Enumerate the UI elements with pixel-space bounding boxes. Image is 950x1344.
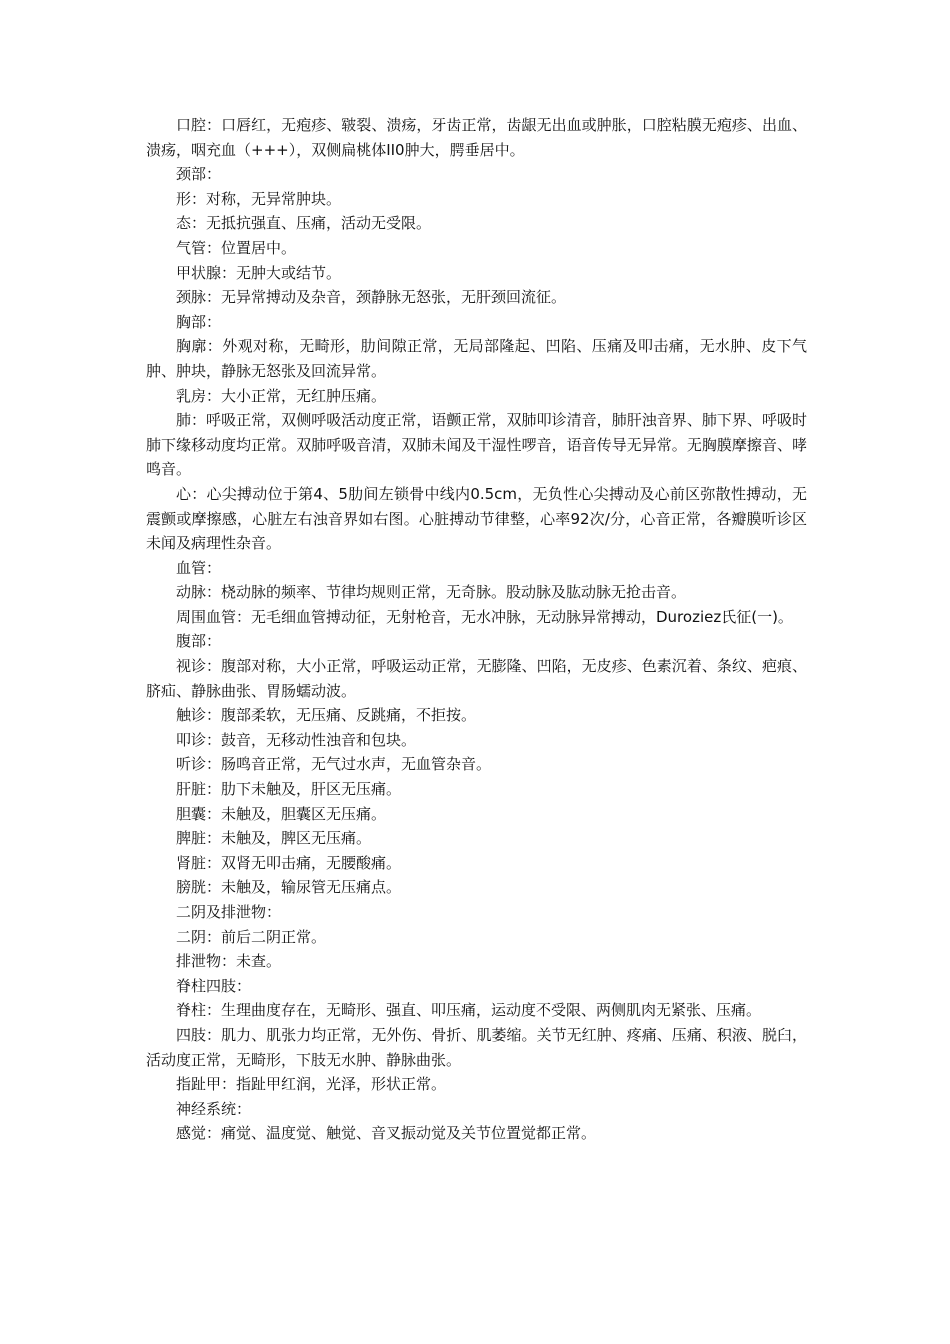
paragraph-inspection: 视诊：腹部对称，大小正常，呼吸运动正常，无膨隆、凹陷，无皮疹、色素沉着、条纹、疤痕、脐疝、静脉曲张、胃肠蠕动波。 [146,657,807,700]
paragraph-gallbladder: 胆囊：未触及，胆囊区无压痛。 [176,804,387,823]
paragraph-spleen: 脾脏：未触及，脾区无压痛。 [176,829,372,848]
paragraph-sensation: 感觉：痛觉、温度觉、触觉、音叉振动觉及关节位置觉都正常。 [176,1124,597,1143]
paragraph-breast: 乳房：大小正常，无红肿压痛。 [176,386,387,405]
paragraph-thyroid: 甲状腺：无肿大或结节。 [176,263,342,282]
paragraph-kidneys: 肾脏：双肾无叩击痛，无腰酸痛。 [176,853,402,872]
heading-abdomen: 腹部： [176,632,222,651]
paragraph-genitals: 二阴：前后二阴正常。 [176,927,327,946]
document-body [146,113,807,1146]
paragraph-peripheral-vessels: 周围血管：无毛细血管搏动征，无射枪音，无水冲脉，无动脉异常搏动，Duroziez氏征(一)。 [176,607,793,626]
paragraph-auscultation: 听诊：肠鸣音正常，无气过水声，无血管杂音。 [176,755,492,774]
paragraph-bladder: 膀胱：未触及，输尿管无压痛点。 [176,878,402,897]
paragraph-neck-posture: 态：无抵抗强直、压痛，活动无受限。 [176,214,432,233]
paragraph-thorax: 胸廓：外观对称，无畸形，肋间隙正常，无局部隆起、凹陷、压痛及叩击痛，无水肿、皮下气肿、肿块，静脉无怒张及回流异常。 [146,337,807,380]
heading-chest: 胸部： [176,312,222,331]
heading-nervous-system: 神经系统： [176,1099,252,1118]
paragraph-heart: 心：心尖搏动位于第4、5肋间左锁骨中线内0.5cm，无负性心尖搏动及心前区弥散性搏动，无震颤或摩擦感，心脏左右浊音界如右图。心脏搏动节律整，心率92次/分，心音正常，各瓣膜听诊区未闻及病理性杂音。 [146,484,807,553]
paragraph-neck-vessels: 颈脉：无异常搏动及杂音，颈静脉无怒张，无肝颈回流征。 [176,288,567,307]
paragraph-lungs: 肺：呼吸正常，双侧呼吸活动度正常，语颤正常，双肺叩诊清音，肺肝浊音界、肺下界、呼吸时肺下缘移动度均正常。双肺呼吸音清，双肺未闻及干湿性啰音，语音传导无异常。无胸膜摩擦音、哮鸣音。 [146,411,807,479]
heading-genitals-excreta: 二阴及排泄物： [176,903,282,921]
paragraph-spine: 脊柱：生理曲度存在，无畸形、强直、叩压痛，运动度不受限、两侧肌肉无紧张、压痛。 [176,1001,762,1020]
paragraph-oral-cavity: 口腔：口唇红，无疱疹、皲裂、溃疡，牙齿正常，齿龈无出血或肿胀，口腔粘膜无疱疹、出血、溃疡，咽充血（+++），双侧扁桃体II0肿大，腭垂居中。 [146,116,807,159]
paragraph-palpation: 触诊：腹部柔软，无压痛、反跳痛，不拒按。 [176,706,477,725]
paragraph-excreta: 排泄物：未查。 [176,952,282,971]
paragraph-trachea: 气管：位置居中。 [176,238,297,257]
heading-vessels: 血管： [176,558,222,577]
paragraph-liver: 肝脏：肋下未触及，肝区无压痛。 [176,780,402,799]
paragraph-neck-shape: 形：对称，无异常肿块。 [176,189,342,208]
paragraph-percussion: 叩诊：鼓音，无移动性浊音和包块。 [176,730,417,749]
paragraph-nails: 指趾甲：指趾甲红润，光泽，形状正常。 [176,1075,447,1094]
heading-neck: 颈部： [176,165,222,184]
paragraph-arteries: 动脉：桡动脉的频率、节律均规则正常，无奇脉。股动脉及肱动脉无抢击音。 [176,583,687,602]
heading-spine-limbs: 脊柱四肢： [176,976,252,995]
paragraph-limbs: 四肢：肌力、肌张力均正常，无外伤、骨折、肌萎缩。关节无红肿、疼痛、压痛、积液、脱臼，活动度正常，无畸形，下肢无水肿、静脉曲张。 [146,1025,807,1069]
